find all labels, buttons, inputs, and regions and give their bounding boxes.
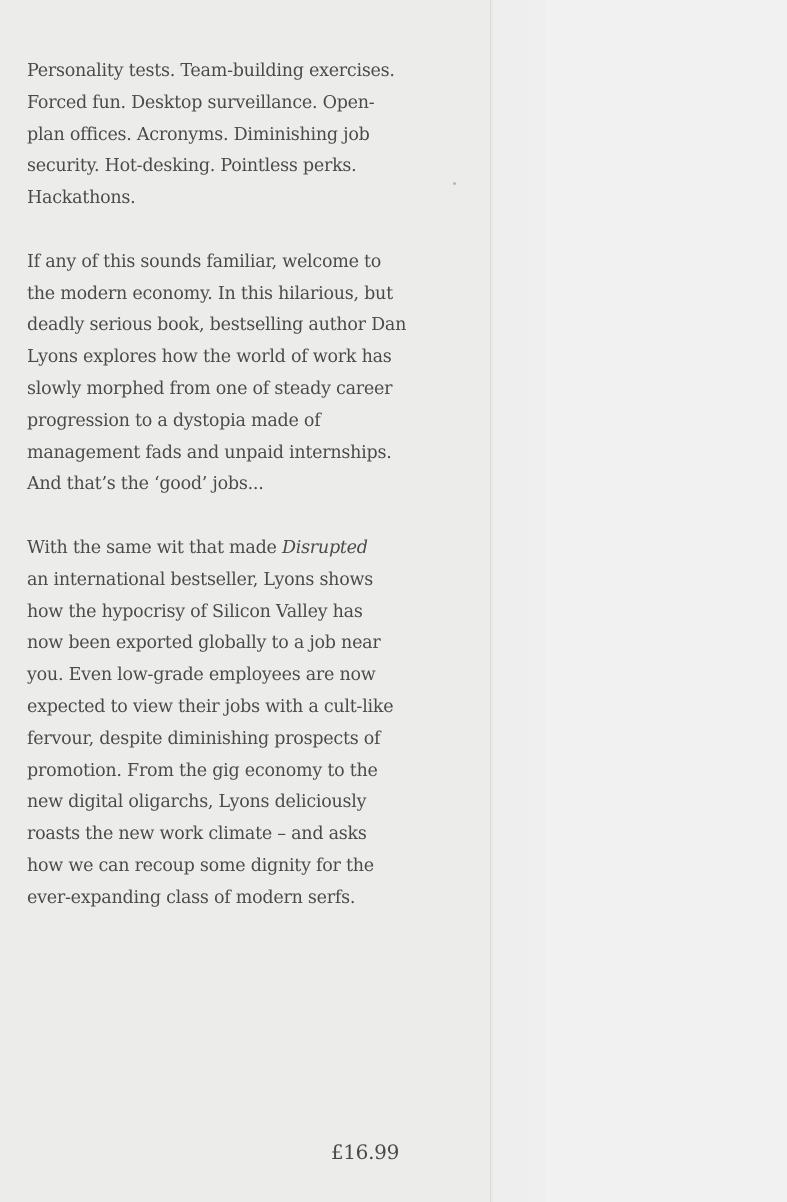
blurb-line: ever-expanding class of modern serfs. [27,887,356,908]
blurb-line: security. Hot-desking. Pointless perks. [27,156,357,177]
blurb-line: promotion. From the gig economy to the [27,760,378,781]
blurb-line: now been exported globally to a job near [27,633,381,654]
blurb-text-run: With the same wit that made [27,537,282,558]
blurb-paragraph-3 [27,533,467,915]
blurb-line: And that’s the ‘good’ jobs... [27,474,264,495]
book-title-disrupted: Disrupted [281,537,368,558]
blurb-line: progression to a dystopia made of [27,410,321,431]
blurb-line: deadly serious book, bestselling author Dan [27,315,407,336]
price-label: £16.99 [330,1140,399,1164]
blurb-line: expected to view their jobs with a cult-like [27,696,394,717]
blurb-line: new digital oligarchs, Lyons deliciously [27,792,367,813]
blurb-line: Forced fun. Desktop surveillance. Open- [27,92,375,113]
blurb-line: Hackathons. [27,188,136,209]
flap-panel [545,0,787,1202]
blurb-line: how the hypocrisy of Silicon Valley has [27,601,363,622]
blurb-paragraph-2 [27,247,467,501]
blurb-line: how we can recoup some dignity for the [27,855,374,876]
blurb-line: plan offices. Acronyms. Diminishing job [27,124,370,145]
blurb-line: you. Even low-grade employees are now [27,665,376,686]
blurb-line: If any of this sounds familiar, welcome to [27,251,382,272]
blurb-line: slowly morphed from one of steady career [27,378,393,399]
blurb-line: fervour, despite diminishing prospects of [27,728,381,749]
blurb-line: roasts the new work climate – and asks [27,824,367,845]
blurb-line: the modern economy. In this hilarious, but [27,283,393,304]
blurb-paragraph-1 [27,56,467,215]
blurb-line-with-title [27,533,467,565]
blurb-line: management fads and unpaid internships. [27,442,392,463]
blurb-line: an international bestseller, Lyons shows [27,569,373,590]
blurb-line: Personality tests. Team-building exercises. [27,61,395,81]
blurb-line: Lyons explores how the world of work has [27,347,392,368]
inner-flap-fold [490,0,546,1202]
blurb-text [27,56,467,946]
